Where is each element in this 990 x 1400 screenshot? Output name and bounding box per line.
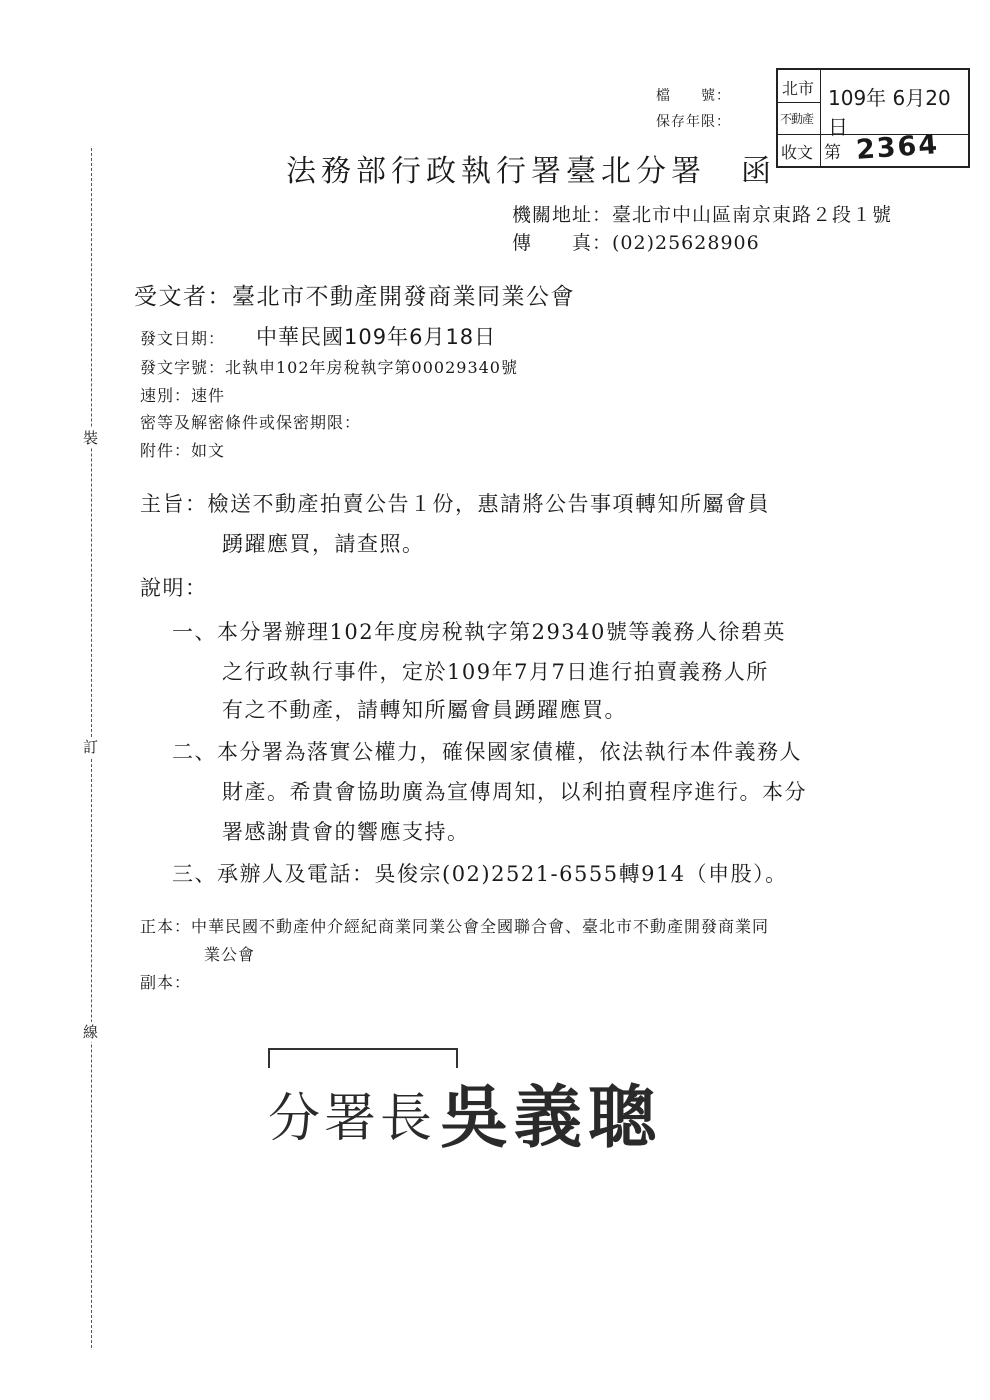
stamp-org: 不動產 <box>780 112 814 126</box>
explanation-item-1-line-3: 有之不動產，請轉知所屬會員踴躍應買。 <box>222 698 627 722</box>
receipt-stamp <box>776 68 970 168</box>
signature-frame <box>268 1048 458 1068</box>
stamp-date: 109年 6月20日 <box>828 86 951 139</box>
issue-date-label: 發文日期： <box>140 329 226 348</box>
signature-title: 分署長 <box>268 1089 437 1149</box>
stamp-number: 2364 <box>855 129 941 166</box>
explanation-item-1-line-1: 一、本分署辦理102年度房稅執字第29340號等義務人徐碧英 <box>172 620 786 644</box>
subject-line-1: 主旨：檢送不動產拍賣公告１份，惠請將公告事項轉知所屬會員 <box>140 492 770 516</box>
subject-line-2: 踴躍應買，請查照。 <box>222 532 425 556</box>
explanation-item-1-line-2: 之行政執行事件，定於109年7月7日進行拍賣義務人所 <box>222 660 769 684</box>
document-number: 發文字號：北執申102年房稅執字第00029340號 <box>140 358 518 377</box>
stamp-received: 收文 <box>781 143 814 162</box>
issue-date-value: 中華民國109年6月18日 <box>256 325 497 349</box>
explanation-item-2-line-3: 署感謝貴會的響應支持。 <box>222 820 470 844</box>
binding-mark-xian: 線 <box>83 1023 99 1041</box>
original-recipients-line-2: 業公會 <box>204 945 256 964</box>
binding-mark-zhuang: 裝 <box>83 429 99 447</box>
file-number-label: 檔 號： <box>656 88 731 104</box>
explanation-item-3-line-1: 三、承辦人及電話：吳俊宗(02)2521-6555轉914（申股）。 <box>172 862 788 886</box>
agency-address: 機關地址：臺北市中山區南京東路２段１號 <box>512 204 893 226</box>
recipient: 受文者：臺北市不動產開發商業同業公會 <box>134 284 575 310</box>
signature-name: 吳義聰 <box>440 1078 663 1158</box>
agency-fax: 傳 真：(02)25628906 <box>512 232 760 254</box>
binding-mark-ding: 訂 <box>83 738 99 756</box>
duplicate-recipients: 副本： <box>140 973 192 992</box>
explanation-heading: 說明： <box>140 576 208 600</box>
retention-period-label: 保存年限： <box>656 114 731 130</box>
original-recipients-line-1: 正本：中華民國不動產仲介經紀商業同業公會全國聯合會、臺北市不動產開發商業同 <box>140 917 770 936</box>
attachment: 附件：如文 <box>140 441 226 460</box>
speed-classification: 速別：速件 <box>140 386 226 405</box>
stamp-number-prefix: 第 <box>824 143 841 163</box>
stamp-city: 北市 <box>782 79 815 98</box>
explanation-item-2-line-2: 財產。希貴會協助廣為宣傳周知，以利拍賣程序進行。本分 <box>222 780 807 804</box>
document-title: 法務部行政執行署臺北分署 函 <box>286 154 776 189</box>
secrecy-classification: 密等及解密條件或保密期限： <box>140 413 362 432</box>
explanation-item-2-line-1: 二、本分署為落實公權力，確保國家債權，依法執行本件義務人 <box>172 740 802 764</box>
